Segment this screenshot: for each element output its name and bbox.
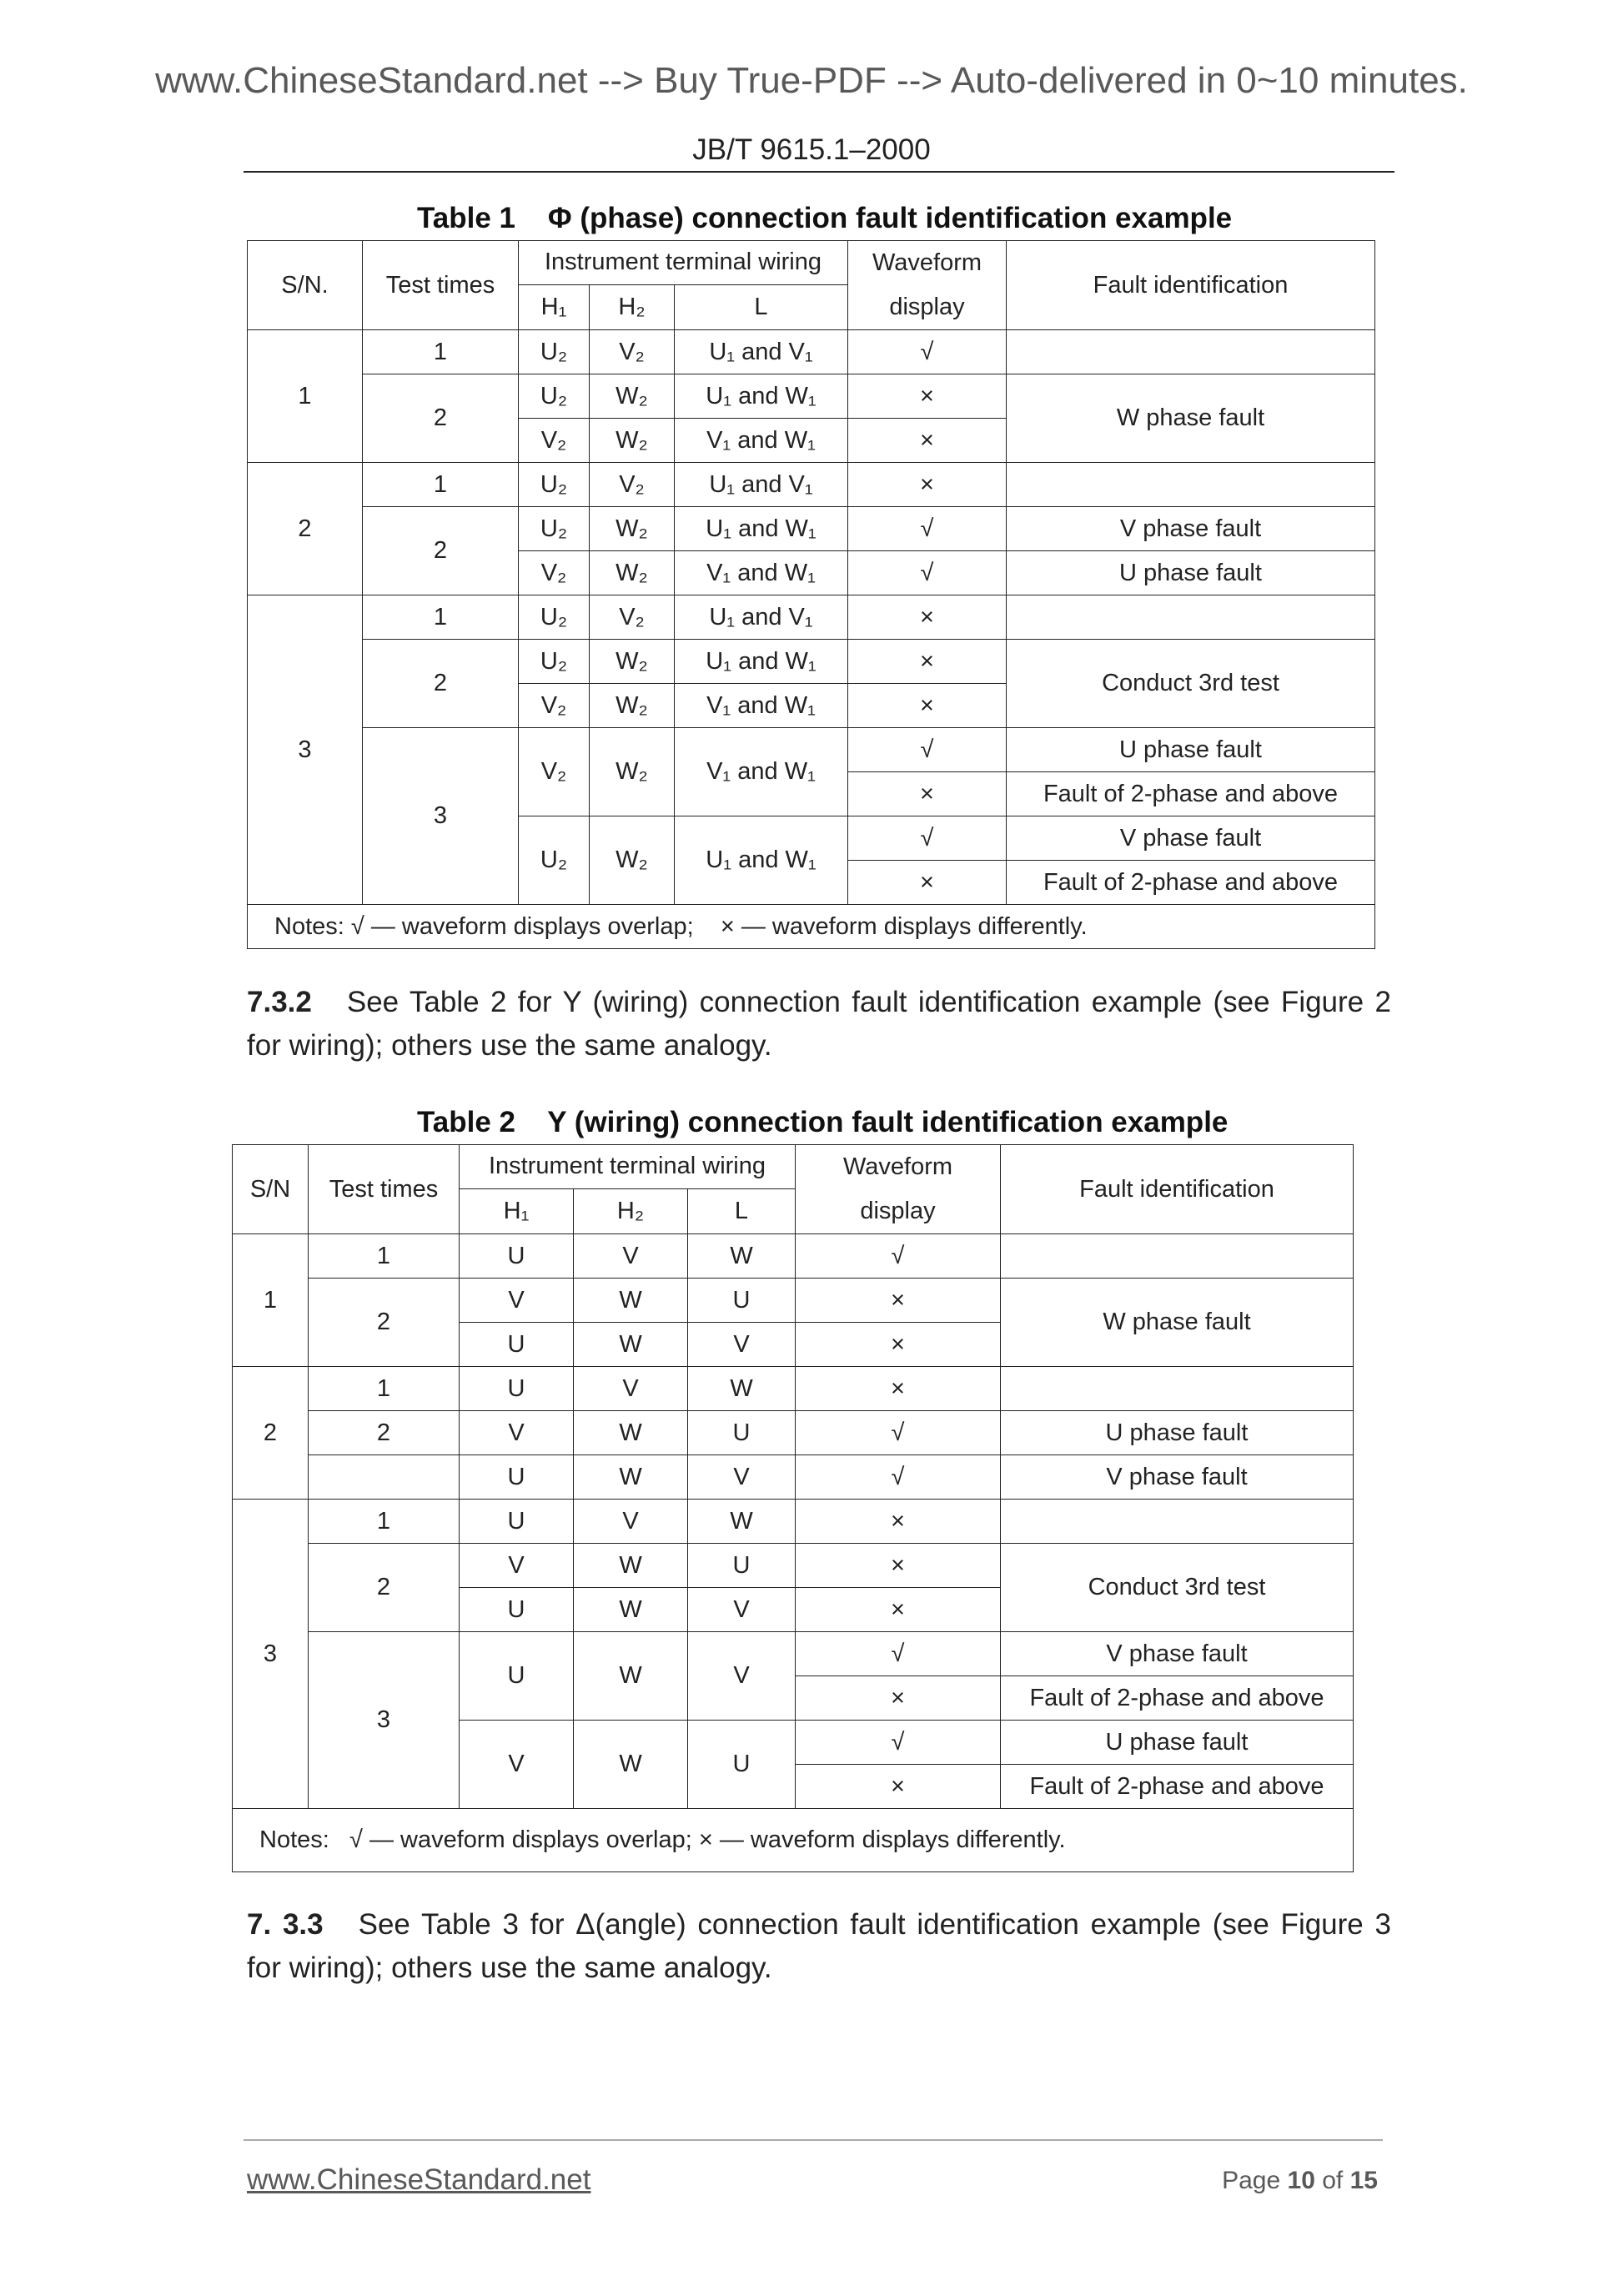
page-indicator bbox=[1222, 2167, 1378, 2195]
table2-l: U bbox=[688, 1721, 796, 1809]
table2-waveform: × bbox=[796, 1676, 1001, 1721]
table1-h1: V₂ bbox=[519, 728, 590, 816]
table1-h1: U₂ bbox=[519, 507, 590, 551]
table1-header-h2: H₂ bbox=[590, 284, 675, 329]
table2-h2: V bbox=[574, 1234, 688, 1279]
table2-fault: Fault of 2-phase and above bbox=[1001, 1765, 1354, 1809]
table1-l: V₁ and W₁ bbox=[675, 728, 848, 816]
table2-notes: Notes: √ — waveform displays overlap; × — waveform displays differently. bbox=[233, 1809, 1354, 1872]
header-divider bbox=[244, 171, 1394, 173]
footer-link[interactable]: www.ChineseStandard.net bbox=[247, 2163, 591, 2196]
table1-h1: U₂ bbox=[519, 640, 590, 684]
table2-h2: W bbox=[574, 1588, 688, 1632]
table1-h2: W₂ bbox=[590, 640, 675, 684]
table2-h1: U bbox=[460, 1632, 574, 1721]
table1 bbox=[247, 240, 1375, 949]
table1-fault: W phase fault bbox=[1007, 374, 1375, 463]
table2-waveform: × bbox=[796, 1323, 1001, 1367]
table2-h1: U bbox=[460, 1455, 574, 1500]
table1-h2: V₂ bbox=[590, 463, 675, 507]
table1-l: U₁ and V₁ bbox=[675, 463, 848, 507]
table2-fault: U phase fault bbox=[1001, 1721, 1354, 1765]
table1-fault bbox=[1007, 595, 1375, 640]
table1-fault: V phase fault bbox=[1007, 816, 1375, 861]
page-label: Page bbox=[1222, 2167, 1281, 2194]
table1-waveform: × bbox=[848, 374, 1007, 419]
table1-test-times: 2 bbox=[363, 374, 519, 463]
table2-h2: W bbox=[574, 1455, 688, 1500]
table1-header-test-times: Test times bbox=[363, 241, 519, 330]
table2-h2: V bbox=[574, 1500, 688, 1544]
table1-waveform: √ bbox=[848, 507, 1007, 551]
table2-sn: 2 bbox=[233, 1367, 309, 1500]
table2-h1: U bbox=[460, 1234, 574, 1279]
table1-l: U₁ and W₁ bbox=[675, 507, 848, 551]
table2-test-times: 1 bbox=[309, 1234, 460, 1279]
table2-sn: 1 bbox=[233, 1234, 309, 1367]
table2-h1: V bbox=[460, 1411, 574, 1455]
table2-waveform: √ bbox=[796, 1721, 1001, 1765]
table1-fault: Fault of 2-phase and above bbox=[1007, 861, 1375, 905]
table1-test-times: 1 bbox=[363, 330, 519, 374]
table2-caption: Table 2 Y (wiring) connection fault identification example bbox=[417, 1106, 1229, 1138]
table2-waveform: × bbox=[796, 1367, 1001, 1411]
table2-header-l: L bbox=[688, 1188, 796, 1233]
table1-test-times: 2 bbox=[363, 640, 519, 728]
paragraph-text: See Table 2 for Y (wiring) connection fault identification example (see Figure 2 for wiring); others use the same analogy. bbox=[247, 986, 1391, 1062]
table2-fault: Conduct 3rd test bbox=[1001, 1544, 1354, 1632]
table2-waveform: √ bbox=[796, 1234, 1001, 1279]
table1-waveform: √ bbox=[848, 728, 1007, 772]
table1-sn: 2 bbox=[248, 463, 363, 595]
table2-h1: V bbox=[460, 1279, 574, 1323]
page-current: 10 bbox=[1287, 2167, 1315, 2194]
table2-l: U bbox=[688, 1279, 796, 1323]
table2-waveform: × bbox=[796, 1765, 1001, 1809]
table2-l: V bbox=[688, 1588, 796, 1632]
table1-l: U₁ and V₁ bbox=[675, 595, 848, 640]
table1-h2: W₂ bbox=[590, 374, 675, 419]
table2-h2: W bbox=[574, 1411, 688, 1455]
table2-test-times: 2 bbox=[309, 1411, 460, 1455]
table2-h2: W bbox=[574, 1279, 688, 1323]
section-number: 7. 3.3 bbox=[247, 1908, 324, 1941]
table1-header-waveform bbox=[848, 241, 1007, 330]
table1-l: U₁ and W₁ bbox=[675, 640, 848, 684]
table1-h2: V₂ bbox=[590, 330, 675, 374]
table1-header-waveform-line1: Waveform bbox=[872, 249, 982, 276]
table2-l: W bbox=[688, 1367, 796, 1411]
table2-waveform: √ bbox=[796, 1455, 1001, 1500]
table2-l: W bbox=[688, 1234, 796, 1279]
page-of: of bbox=[1322, 2167, 1344, 2194]
table2-h1: V bbox=[460, 1721, 574, 1809]
site-banner: www.ChineseStandard.net --> Buy True-PDF --> Auto-delivered in 0~10 minutes. bbox=[155, 60, 1468, 101]
table1-fault bbox=[1007, 463, 1375, 507]
table2-fault: Fault of 2-phase and above bbox=[1001, 1676, 1354, 1721]
table2-test-times: 1 bbox=[309, 1500, 460, 1544]
table2-header-test-times: Test times bbox=[309, 1145, 460, 1234]
table2-sn: 3 bbox=[233, 1500, 309, 1809]
table2-test-times: 2 bbox=[309, 1544, 460, 1632]
table2-header-wiring: Instrument terminal wiring bbox=[460, 1145, 796, 1189]
table2-test-times: 1 bbox=[309, 1367, 460, 1411]
table2-fault: V phase fault bbox=[1001, 1632, 1354, 1676]
table2 bbox=[232, 1144, 1354, 1872]
table1-waveform: √ bbox=[848, 551, 1007, 595]
table1-h1: U₂ bbox=[519, 330, 590, 374]
table1-h2: W₂ bbox=[590, 684, 675, 728]
table2-waveform: √ bbox=[796, 1411, 1001, 1455]
table1-header-sn: S/N. bbox=[248, 241, 363, 330]
table1-h1: U₂ bbox=[519, 374, 590, 419]
table1-h1: V₂ bbox=[519, 684, 590, 728]
table1-test-times: 3 bbox=[363, 728, 519, 905]
table1-header-h1: H₁ bbox=[519, 284, 590, 329]
table1-l: U₁ and W₁ bbox=[675, 816, 848, 905]
table1-caption: Table 1 Φ (phase) connection fault identification example bbox=[417, 202, 1233, 234]
table1-header-waveform-line2: display bbox=[889, 294, 965, 320]
table2-waveform: × bbox=[796, 1588, 1001, 1632]
table1-h1: V₂ bbox=[519, 551, 590, 595]
footer-divider bbox=[244, 2139, 1383, 2141]
section-number: 7.3.2 bbox=[247, 986, 312, 1018]
table1-sn: 1 bbox=[248, 330, 363, 463]
table1-fault: U phase fault bbox=[1007, 728, 1375, 772]
table1-l: U₁ and W₁ bbox=[675, 374, 848, 419]
table1-l: V₁ and W₁ bbox=[675, 419, 848, 463]
table2-h2: W bbox=[574, 1721, 688, 1809]
table1-sn: 3 bbox=[248, 595, 363, 905]
table1-h1: U₂ bbox=[519, 463, 590, 507]
table2-l: U bbox=[688, 1411, 796, 1455]
table2-header-h1: H₁ bbox=[460, 1188, 574, 1233]
table2-waveform: √ bbox=[796, 1632, 1001, 1676]
table2-header-sn: S/N bbox=[233, 1145, 309, 1234]
table1-h2: W₂ bbox=[590, 551, 675, 595]
table1-waveform: × bbox=[848, 772, 1007, 816]
table1-test-times: 1 bbox=[363, 595, 519, 640]
table1-l: U₁ and V₁ bbox=[675, 330, 848, 374]
table2-h1: U bbox=[460, 1323, 574, 1367]
table1-h1: V₂ bbox=[519, 419, 590, 463]
table1-h2: W₂ bbox=[590, 728, 675, 816]
table1-header-l: L bbox=[675, 284, 848, 329]
table2-h2: W bbox=[574, 1632, 688, 1721]
table1-h2: W₂ bbox=[590, 507, 675, 551]
table2-test-times: 3 bbox=[309, 1632, 460, 1809]
table2-test-times bbox=[309, 1455, 460, 1500]
table2-h1: U bbox=[460, 1588, 574, 1632]
table1-header-fault: Fault identification bbox=[1007, 241, 1375, 330]
table1-test-times: 1 bbox=[363, 463, 519, 507]
table1-waveform: × bbox=[848, 861, 1007, 905]
paragraph-text: See Table 3 for Δ(angle) connection fault identification example (see Figure 3 for wiring); others use the same analogy. bbox=[247, 1908, 1391, 1984]
table2-header-h2: H₂ bbox=[574, 1188, 688, 1233]
table2-waveform: × bbox=[796, 1279, 1001, 1323]
table2-l: U bbox=[688, 1544, 796, 1588]
table2-test-times: 2 bbox=[309, 1279, 460, 1367]
table1-waveform: × bbox=[848, 463, 1007, 507]
table2-fault bbox=[1001, 1500, 1354, 1544]
table2-header-fault: Fault identification bbox=[1001, 1145, 1354, 1234]
table1-fault: Conduct 3rd test bbox=[1007, 640, 1375, 728]
table2-fault: V phase fault bbox=[1001, 1455, 1354, 1500]
table2-fault bbox=[1001, 1367, 1354, 1411]
table2-waveform: × bbox=[796, 1500, 1001, 1544]
paragraph-7-3-3 bbox=[247, 1903, 1391, 1990]
document-number: JB/T 9615.1–2000 bbox=[692, 133, 931, 166]
table1-h1: U₂ bbox=[519, 816, 590, 905]
table2-fault bbox=[1001, 1234, 1354, 1279]
table1-fault bbox=[1007, 330, 1375, 374]
table1-waveform: √ bbox=[848, 816, 1007, 861]
table1-header-wiring: Instrument terminal wiring bbox=[519, 241, 848, 285]
table2-header-waveform-line2: display bbox=[860, 1198, 936, 1224]
table1-test-times: 2 bbox=[363, 507, 519, 595]
table2-h1: U bbox=[460, 1367, 574, 1411]
table1-fault: V phase fault bbox=[1007, 507, 1375, 551]
table1-l: V₁ and W₁ bbox=[675, 684, 848, 728]
table2-h1: U bbox=[460, 1500, 574, 1544]
table2-header-waveform-line1: Waveform bbox=[842, 1153, 953, 1180]
table2-h2: W bbox=[574, 1544, 688, 1588]
table2-fault: U phase fault bbox=[1001, 1411, 1354, 1455]
table2-h1: V bbox=[460, 1544, 574, 1588]
table1-fault: Fault of 2-phase and above bbox=[1007, 772, 1375, 816]
table1-h2: V₂ bbox=[590, 595, 675, 640]
table1-notes: Notes: √ — waveform displays overlap; × — waveform displays differently. bbox=[248, 905, 1375, 949]
paragraph-7-3-2 bbox=[247, 981, 1391, 1068]
table2-waveform: × bbox=[796, 1544, 1001, 1588]
table1-l: V₁ and W₁ bbox=[675, 551, 848, 595]
table1-waveform: × bbox=[848, 684, 1007, 728]
page-total: 15 bbox=[1349, 2167, 1378, 2194]
table1-h1: U₂ bbox=[519, 595, 590, 640]
table1-waveform: √ bbox=[848, 330, 1007, 374]
table1-waveform: × bbox=[848, 595, 1007, 640]
table2-l: V bbox=[688, 1455, 796, 1500]
table2-fault: W phase fault bbox=[1001, 1279, 1354, 1367]
table2-l: V bbox=[688, 1323, 796, 1367]
table1-fault: U phase fault bbox=[1007, 551, 1375, 595]
table1-h2: W₂ bbox=[590, 816, 675, 905]
table1-waveform: × bbox=[848, 419, 1007, 463]
table1-h2: W₂ bbox=[590, 419, 675, 463]
table2-h2: W bbox=[574, 1323, 688, 1367]
table2-header-waveform bbox=[796, 1145, 1001, 1234]
table2-l: W bbox=[688, 1500, 796, 1544]
table2-l: V bbox=[688, 1632, 796, 1721]
table1-waveform: × bbox=[848, 640, 1007, 684]
table2-h2: V bbox=[574, 1367, 688, 1411]
